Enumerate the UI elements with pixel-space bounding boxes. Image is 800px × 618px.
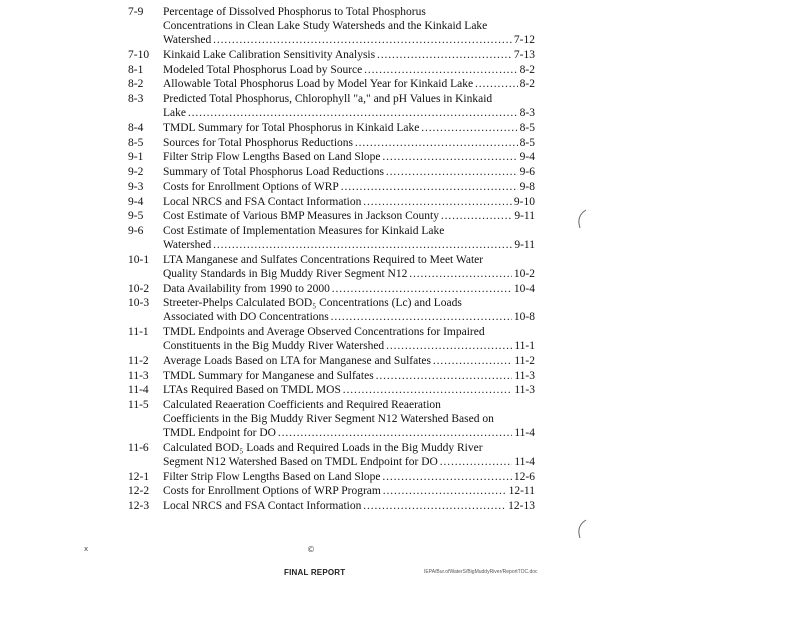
toc-entry-number: 9-5 [128, 210, 144, 223]
toc-entry-number: 11-1 [128, 326, 149, 338]
toc-entry-number: 10-3 [128, 297, 150, 310]
toc-entry-title-line: Kinkaid Lake Calibration Sensitivity Analysis 7-13 . . . [163, 48, 535, 62]
toc-entry-title-line: Sources for Total Phosphorus Reductions 8-5 . . . [163, 136, 535, 150]
toc-entry-title [163, 165, 535, 179]
toc-entry-title-line: TMDL Summary for Manganese and Sulfates 11-3 . . . [163, 369, 535, 383]
toc-entry-title [163, 441, 535, 469]
toc-entry-title-line: Watershed 7-12 . . . [163, 33, 535, 47]
toc-entry-title [163, 48, 535, 62]
toc-entry-page: 12-6 [513, 470, 535, 483]
toc-entry-number: 12-1 [128, 470, 150, 483]
toc-entry-number: 8-3 [128, 93, 144, 105]
toc-entry-page: 11-1 [514, 340, 535, 352]
toc-entry-number: 9-2 [128, 166, 144, 178]
toc-entry-title-line: Coefficients in the Big Muddy River Segment N12 Watershed Based on [163, 413, 494, 425]
toc-entry-number: 11-6 [128, 441, 149, 454]
toc-entry-number: 10-1 [128, 253, 150, 266]
toc-entry-page: 8-3 [519, 107, 535, 119]
toc-entry-page: 11-3 [514, 369, 535, 382]
toc-entry-title [163, 209, 535, 223]
toc-entry-title-line: Local NRCS and FSA Contact Information 9-10 . . . [163, 195, 535, 209]
scan-artifact-x: x [84, 545, 89, 553]
toc-entry-page: 8-2 [519, 78, 535, 91]
toc-entry-page: 12-11 [508, 485, 535, 498]
toc-entry-page: 10-2 [513, 267, 535, 280]
toc-entry-title-line: Associated with DO Concentrations 10-8 . . . [163, 310, 535, 324]
toc-entry-title-line: Concentrations in Clean Lake Study Watersheds and the Kinkaid Lake [163, 20, 488, 32]
toc-entry-title [163, 484, 535, 498]
toc-entry-title [163, 253, 535, 281]
toc-entry-number: 12-3 [128, 500, 150, 512]
toc-entry-title [163, 369, 535, 383]
toc-entry-title-line: Filter Strip Flow Lengths Based on Land Slope 9-4 . . . [163, 150, 535, 164]
toc-entry-page: 9-8 [519, 180, 535, 193]
toc-entry-title [163, 383, 535, 397]
toc-entry-page: 9-11 [514, 239, 535, 251]
toc-entry-page: 11-4 [514, 427, 535, 439]
toc-entry-number: 9-4 [128, 195, 144, 208]
toc-entry-title-line: Watershed 9-11 . . . [163, 238, 535, 252]
toc-entry-title [163, 5, 535, 47]
toc-entry-page: 9-11 [514, 210, 535, 223]
toc-entry-title-line: Modeled Total Phosphorus Load by Source 8-2 . . . [163, 63, 535, 77]
toc-entry-page: 8-5 [519, 136, 535, 149]
scan-artifact-arc-bottom [574, 518, 588, 540]
toc-entry-number: 11-2 [128, 354, 149, 367]
toc-entry-page: 10-8 [513, 311, 535, 324]
footer-document-path: IEPA/Bur.ofWaterS/BigMuddyRiver/ReportTOC.doc [424, 569, 538, 575]
toc-entry-title-line: LTAs Required Based on TMDL MOS 11-3 . . . [163, 383, 535, 397]
toc-entry-title-line: Summary of Total Phosphorus Load Reductions 9-6 . . . [163, 165, 535, 179]
toc-entry-title [163, 63, 535, 77]
toc-entry-page: 9-10 [513, 195, 535, 208]
toc-entry-page: 12-13 [508, 500, 535, 512]
toc-entry-title-line: Quality Standards in Big Muddy River Segment N12 10-2 . . . [163, 267, 535, 281]
toc-entry-title-line: Cost Estimate of Various BMP Measures in Jackson County 9-11 . . . [163, 209, 535, 223]
toc-entry-title [163, 325, 535, 353]
toc-entry-page: 9-6 [519, 166, 535, 178]
toc-entry-title-line: Predicted Total Phosphorus, Chlorophyll "a," and pH Values in Kinkaid [163, 93, 493, 105]
toc-entry-number: 7-9 [128, 6, 144, 18]
toc-entry-title-line: Average Loads Based on LTA for Manganese and Sulfates 11-2 . . . [163, 354, 535, 368]
toc-entry-title [163, 92, 535, 120]
toc-entry-number: 9-1 [128, 151, 144, 164]
toc-entry-number: 8-1 [128, 63, 144, 76]
toc-entry-page: 11-4 [514, 455, 535, 468]
toc-entry-number: 9-6 [128, 225, 144, 237]
toc-entry-title-line: Filter Strip Flow Lengths Based on Land Slope 12-6 . . . [163, 470, 535, 484]
toc-entry-title [163, 136, 535, 150]
toc-entry-number: 9-3 [128, 180, 144, 193]
toc-entry-title-line: Calculated Reaeration Coefficients and Required Reaeration [163, 399, 441, 411]
toc-entry-title-line: TMDL Summary for Total Phosphorus in Kinkaid Lake 8-5 . . . [163, 121, 535, 135]
toc-entry-title-line: Allowable Total Phosphorus Load by Model Year for Kinkaid Lake 8-2 . . . [163, 77, 535, 91]
toc-entry-number: 8-4 [128, 121, 144, 134]
toc-entry-title [163, 180, 535, 194]
toc-entry-page: 11-3 [514, 384, 535, 397]
toc-entry-number: 11-3 [128, 369, 149, 382]
toc-entry-title [163, 499, 535, 513]
toc-entry-page: 7-13 [513, 48, 535, 61]
toc-entry-page: 8-2 [519, 63, 535, 76]
toc-entry-title-line: TMDL Endpoint for DO 11-4 . . . [163, 426, 535, 440]
toc-entry-title-line: Streeter-Phelps Calculated BOD₅ Concentrations (Lc) and Loads [163, 297, 462, 310]
toc-entry-title [163, 195, 535, 209]
toc-entry-title [163, 398, 535, 440]
scan-artifact-arc-top [574, 208, 588, 230]
toc-entry-page: 9-4 [519, 151, 535, 164]
toc-entry-title [163, 470, 535, 484]
toc-entry-number: 7-10 [128, 48, 150, 61]
toc-entry-number: 8-2 [128, 78, 144, 91]
toc-entry-page: 8-5 [519, 121, 535, 134]
toc-entry-title-line: Costs for Enrollment Options of WRP 9-8 . . . [163, 180, 535, 194]
toc-entry-page: 11-2 [514, 354, 535, 367]
toc-entry-title [163, 354, 535, 368]
toc-entry-title-line: LTA Manganese and Sulfates Concentrations Required to Meet Water [163, 253, 484, 266]
toc-entry-title-line: Local NRCS and FSA Contact Information 12-13 . . . [163, 499, 535, 513]
toc-entry-number: 12-2 [128, 485, 150, 498]
toc-entry-title [163, 282, 535, 296]
toc-entry-title [163, 121, 535, 135]
toc-entry-title [163, 77, 535, 91]
scan-artifact-symbol: © [307, 545, 315, 554]
toc-entry-title-line: Percentage of Dissolved Phosphorus to Total Phosphorus [163, 6, 426, 18]
toc-entry-page: 7-12 [513, 34, 535, 46]
toc-entry-title [163, 150, 535, 164]
toc-entry-title [163, 296, 535, 324]
toc-entry-number: 11-5 [128, 399, 149, 411]
toc-entry-title-line: Lake 8-3 . . . [163, 106, 535, 120]
toc-entry-title-line: Calculated BOD₅ Loads and Required Loads in the Big Muddy River [163, 441, 483, 454]
toc-entry-number: 11-4 [128, 384, 149, 397]
toc-entry-title [163, 224, 535, 252]
toc-entry-title-line: Constituents in the Big Muddy River Watershed 11-1 . . . [163, 339, 535, 353]
toc-entry-number: 8-5 [128, 136, 144, 149]
toc-entry-page: 10-4 [513, 282, 535, 295]
footer-report-title: FINAL REPORT [284, 568, 346, 577]
toc-entry-title-line: Segment N12 Watershed Based on TMDL Endpoint for DO 11-4 . . . [163, 455, 535, 469]
toc-entry-number: 10-2 [128, 282, 150, 295]
toc-entry-title-line: Cost Estimate of Implementation Measures for Kinkaid Lake [163, 225, 445, 237]
toc-entry-title-line: Data Availability from 1990 to 2000 10-4 . . . [163, 282, 535, 296]
toc-entry-title-line: Costs for Enrollment Options of WRP Program 12-11 . . . [163, 484, 535, 498]
toc-entry-title-line: TMDL Endpoints and Average Observed Concentrations for Impaired [163, 326, 485, 338]
